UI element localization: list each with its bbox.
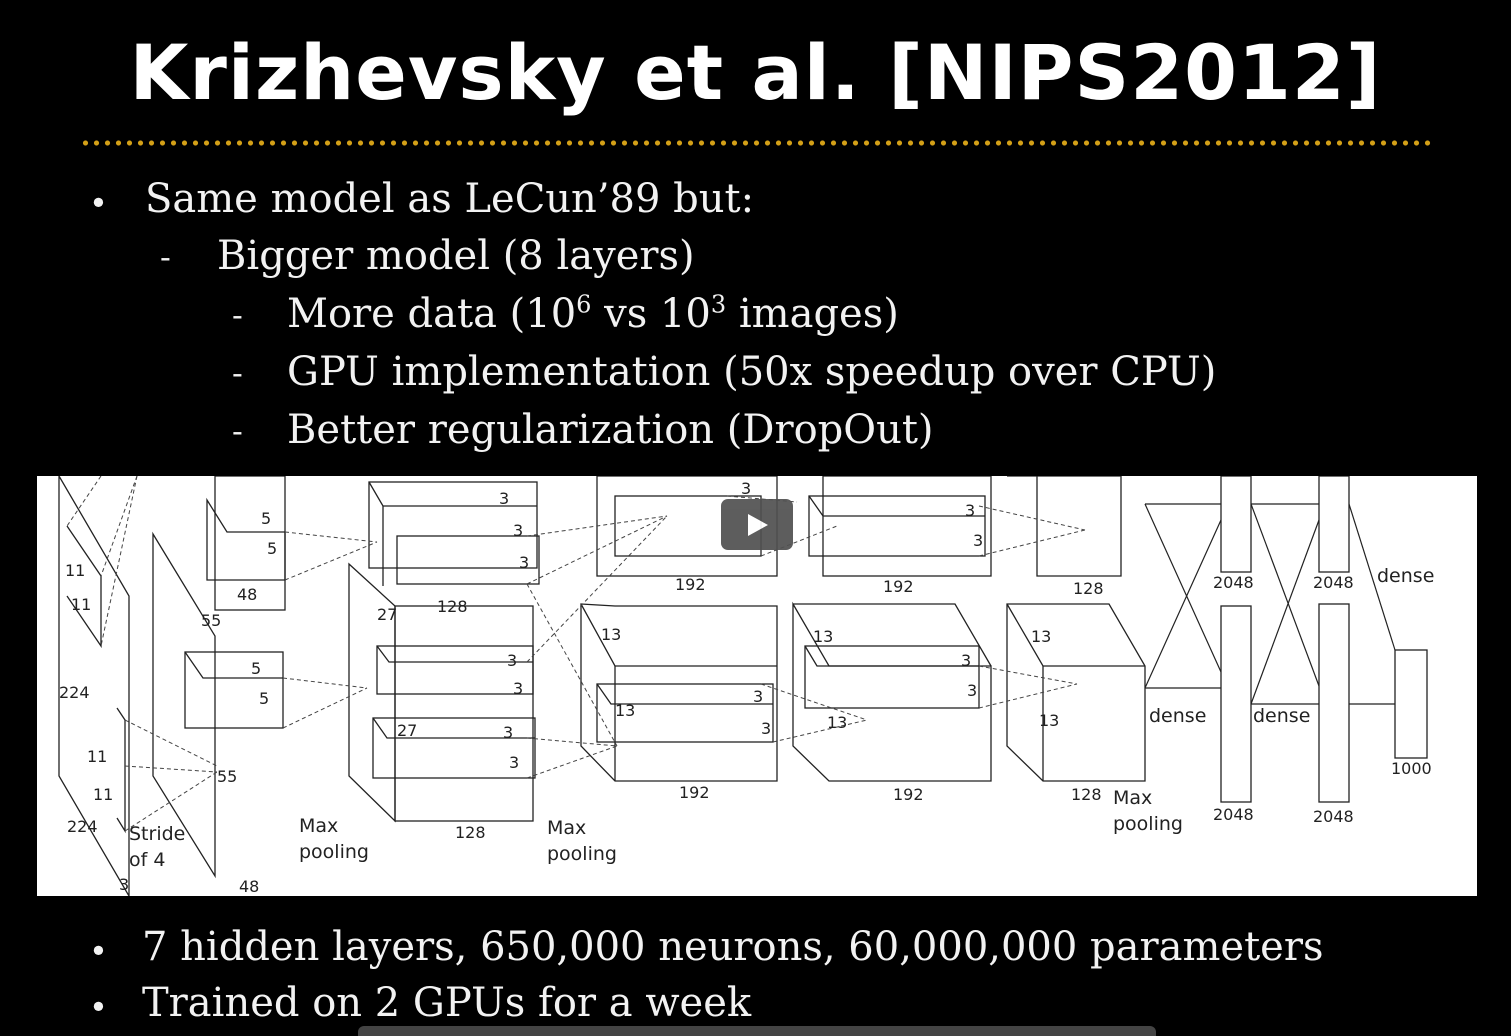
label-pooling: pooling — [547, 843, 617, 865]
label-2048: 2048 — [1313, 807, 1354, 826]
bullet-more-data — [287, 291, 899, 337]
bullet-marker: • — [89, 932, 108, 970]
label-48: 48 — [237, 585, 258, 604]
label-192: 192 — [679, 783, 710, 802]
label-max: Max — [1113, 787, 1153, 809]
bullet-gpu-impl: GPU implementation (50x speedup over CPU) — [287, 349, 1217, 395]
label-kernel-3: 3 — [967, 681, 978, 700]
label-27: 27 — [397, 721, 418, 740]
slide-title: Krizhevsky et al. [NIPS2012] — [129, 28, 1382, 117]
video-play-button[interactable] — [721, 499, 793, 550]
label-stride: Stride — [129, 823, 186, 845]
label-11: 11 — [65, 561, 86, 580]
label-5: 5 — [267, 539, 278, 558]
label-max: Max — [547, 817, 587, 839]
label-13: 13 — [601, 625, 622, 644]
label-kernel-3: 3 — [513, 521, 524, 540]
label-kernel-3: 3 — [741, 479, 752, 498]
label-224: 224 — [59, 683, 90, 702]
bullet-trained-gpus: Trained on 2 GPUs for a week — [142, 980, 752, 1026]
label-224: 224 — [67, 817, 98, 836]
label-kernel-3: 3 — [499, 489, 510, 508]
label-13: 13 — [813, 627, 834, 646]
label-pooling: pooling — [299, 841, 369, 863]
label-kernel-3: 3 — [507, 651, 518, 670]
label-1000: 1000 — [1391, 759, 1432, 778]
label-55: 55 — [201, 611, 222, 630]
label-kernel-3: 3 — [965, 501, 976, 520]
label-pooling: pooling — [1113, 813, 1183, 835]
label-dense: dense — [1377, 565, 1435, 587]
dash-marker: - — [232, 354, 243, 392]
label-kernel-3: 3 — [973, 531, 984, 550]
label-kernel-3: 3 — [519, 553, 530, 572]
bullet-regularization: Better regularization (DropOut) — [287, 407, 934, 453]
bullet-marker: • — [89, 184, 108, 222]
label-5: 5 — [259, 689, 270, 708]
label-128: 128 — [1071, 785, 1102, 804]
label-55: 55 — [217, 767, 238, 786]
label-192: 192 — [675, 575, 706, 594]
label-192: 192 — [893, 785, 924, 804]
label-of-4: of 4 — [129, 849, 166, 871]
dash-marker: - — [232, 296, 243, 334]
label-kernel-3: 3 — [761, 719, 772, 738]
label-27: 27 — [377, 605, 398, 624]
label-kernel-3: 3 — [509, 753, 520, 772]
label-kernel-3: 3 — [961, 651, 972, 670]
label-13: 13 — [1039, 711, 1060, 730]
bullet-hidden-layers: 7 hidden layers, 650,000 neurons, 60,000,000 parameters — [142, 924, 1324, 970]
more-data-text-2: vs 10 — [591, 291, 711, 337]
more-data-text-1: More data (10 — [287, 291, 577, 337]
label-11: 11 — [71, 595, 92, 614]
label-2048: 2048 — [1213, 573, 1254, 592]
play-icon — [748, 514, 768, 536]
label-128: 128 — [437, 597, 468, 616]
title-divider — [80, 138, 1432, 148]
label-13: 13 — [615, 701, 636, 720]
label-3: 3 — [119, 875, 130, 894]
label-128: 128 — [455, 823, 486, 842]
label-kernel-3: 3 — [503, 723, 514, 742]
label-max: Max — [299, 815, 339, 837]
more-data-text-3: images) — [726, 291, 899, 337]
label-13: 13 — [1031, 627, 1052, 646]
bullet-bigger-model: Bigger model (8 layers) — [217, 233, 695, 279]
label-2048: 2048 — [1313, 573, 1354, 592]
label-192: 192 — [883, 577, 914, 596]
bullet-same-model: Same model as LeCun’89 but: — [145, 176, 755, 222]
label-11: 11 — [93, 785, 114, 804]
more-data-exp-2: 3 — [710, 290, 727, 319]
label-128: 128 — [1073, 579, 1104, 598]
label-11: 11 — [87, 747, 108, 766]
more-data-exp-1: 6 — [576, 290, 592, 319]
label-kernel-3: 3 — [513, 679, 524, 698]
label-48: 48 — [239, 877, 260, 896]
bullet-marker: • — [89, 988, 108, 1026]
label-dense: dense — [1253, 705, 1311, 727]
label-2048: 2048 — [1213, 805, 1254, 824]
label-5: 5 — [261, 509, 272, 528]
dash-marker: - — [232, 412, 243, 450]
label-5: 5 — [251, 659, 262, 678]
label-kernel-3: 3 — [753, 687, 764, 706]
label-dense: dense — [1149, 705, 1207, 727]
label-13: 13 — [827, 713, 848, 732]
dash-marker: - — [160, 238, 171, 276]
video-controls-bar[interactable] — [358, 1026, 1156, 1036]
